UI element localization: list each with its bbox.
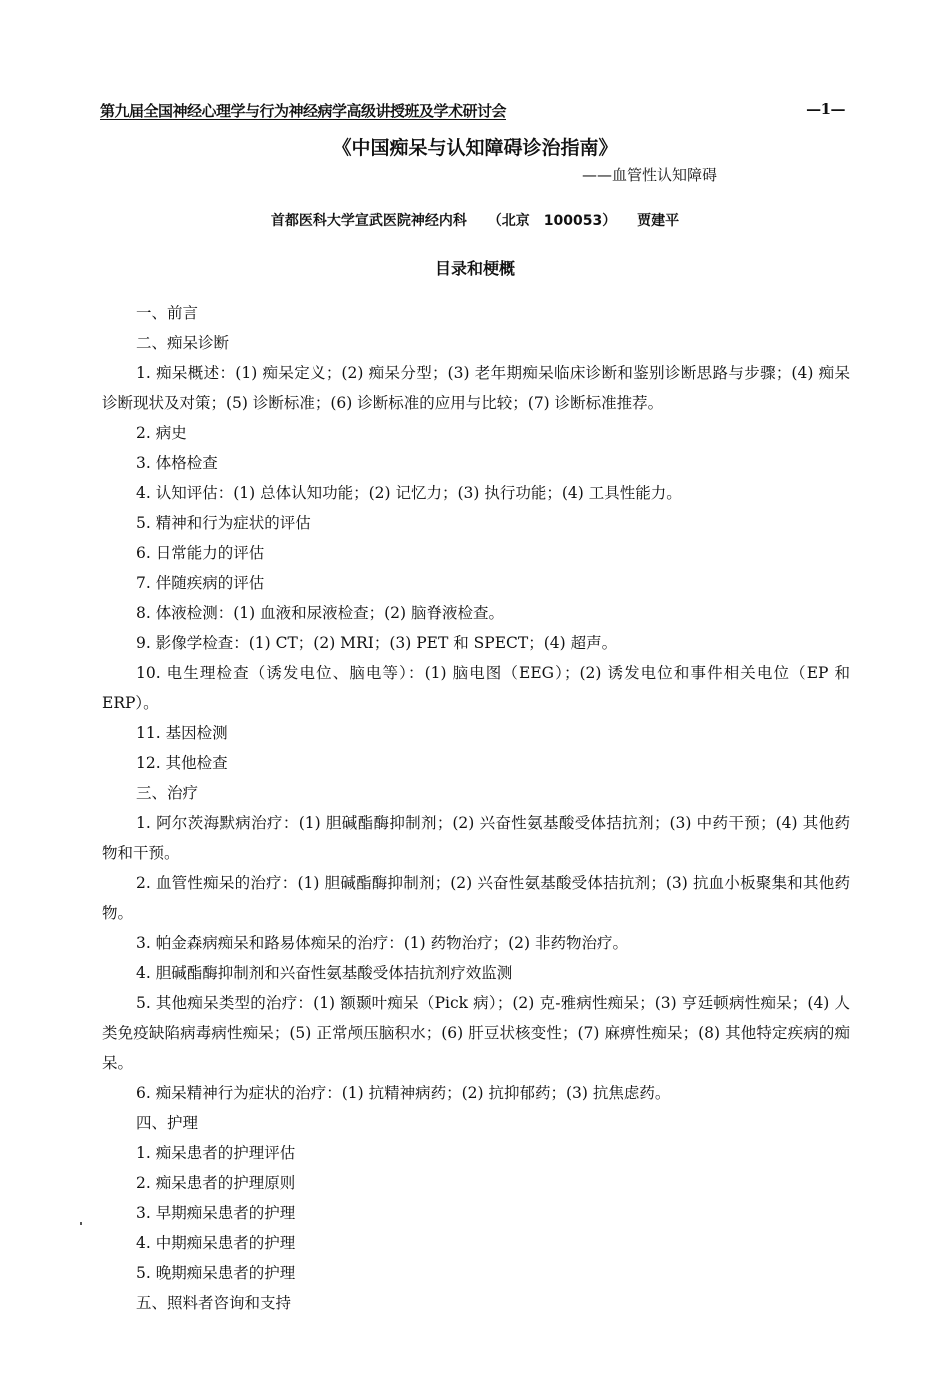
toc-line: 7. 伴随疾病的评估 xyxy=(136,574,265,592)
toc-line: 1. 阿尔茨海默病治疗：(1) 胆碱酯酶抑制剂；(2) 兴奋性氨基酸受体拮抗剂；(3) 中药干预；(4) 其他药物和干预。 xyxy=(102,814,850,862)
toc-line: 4. 认知评估：(1) 总体认知功能；(2) 记忆力；(3) 执行功能；(4) 工具性能力。 xyxy=(136,484,682,502)
toc-line: 1. 痴呆概述：(1) 痴呆定义；(2) 痴呆分型；(3) 老年期痴呆临床诊断和鉴别诊断思路与步骤；(4) 痴呆诊断现状及对策；(5) 诊断标准；(6) 诊断标准的应用与比较；(7) 诊断标准推荐。 xyxy=(102,364,850,412)
toc-content xyxy=(102,298,850,1318)
conference-title: 第九届全国神经心理学与行为神经病学高级讲授班及学术研讨会 xyxy=(100,102,507,120)
toc-line: 9. 影像学检查：(1) CT；(2) MRI；(3) PET 和 SPECT；(4) 超声。 xyxy=(136,634,618,652)
toc-line: 5. 其他痴呆类型的治疗：(1) 额颞叶痴呆（Pick 病）；(2) 克-雅病性痴呆；(3) 亨廷顿病性痴呆；(4) 人类免疫缺陷病毒病性痴呆；(5) 正常颅压脑积水；(6) 肝豆状核变性；(7) 麻痹性痴呆；(8) 其他特定疾病的痴呆。 xyxy=(102,994,850,1072)
toc-line: 1. 痴呆患者的护理评估 xyxy=(136,1144,296,1162)
toc-line: 二、痴呆诊断 xyxy=(136,334,230,352)
author-name: 贾建平 xyxy=(637,213,680,229)
toc-line: 四、护理 xyxy=(136,1114,199,1132)
toc-line: 4. 中期痴呆患者的护理 xyxy=(136,1234,296,1252)
toc-line: 一、前言 xyxy=(136,304,199,322)
toc-line: 三、治疗 xyxy=(136,784,199,802)
toc-line: 3. 帕金森病痴呆和路易体痴呆的治疗：(1) 药物治疗；(2) 非药物治疗。 xyxy=(136,934,628,952)
toc-line: 4. 胆碱酯酶抑制剂和兴奋性氨基酸受体拮抗剂疗效监测 xyxy=(136,964,513,982)
toc-line: 3. 体格检查 xyxy=(136,454,218,472)
toc-line: 5. 晚期痴呆患者的护理 xyxy=(136,1264,296,1282)
toc-line: 五、照料者咨询和支持 xyxy=(136,1294,292,1312)
document-title: 《中国痴呆与认知障碍诊治指南》 xyxy=(332,137,618,159)
toc-line: 6. 日常能力的评估 xyxy=(136,544,265,562)
toc-line: 3. 早期痴呆患者的护理 xyxy=(136,1204,296,1222)
scan-speck xyxy=(80,1222,82,1225)
document-subtitle: ——血管性认知障碍 xyxy=(582,166,718,184)
page-number: —1— xyxy=(806,100,845,118)
toc-line: 2. 病史 xyxy=(136,424,187,442)
author-location: （北京 100053） xyxy=(487,213,617,229)
toc-line: 2. 血管性痴呆的治疗：(1) 胆碱酯酶抑制剂；(2) 兴奋性氨基酸受体拮抗剂；(3) 抗血小板聚集和其他药物。 xyxy=(102,874,850,922)
toc-line: 5. 精神和行为症状的评估 xyxy=(136,514,311,532)
author-line xyxy=(0,210,950,230)
toc-line: 12. 其他检查 xyxy=(136,754,228,772)
toc-line: 2. 痴呆患者的护理原则 xyxy=(136,1174,296,1192)
toc-line: 11. 基因检测 xyxy=(136,724,228,742)
toc-heading: 目录和梗概 xyxy=(434,259,515,278)
toc-line: 8. 体液检测：(1) 血液和尿液检查；(2) 脑脊液检查。 xyxy=(136,604,504,622)
toc-line: 10. 电生理检查（诱发电位、脑电等）：(1) 脑电图（EEG）；(2) 诱发电位和事件相关电位（EP 和 ERP）。 xyxy=(102,664,850,712)
toc-line: 6. 痴呆精神行为症状的治疗：(1) 抗精神病药；(2) 抗抑郁药；(3) 抗焦虑药。 xyxy=(136,1084,671,1102)
author-affiliation: 首都医科大学宣武医院神经内科 xyxy=(270,213,467,229)
